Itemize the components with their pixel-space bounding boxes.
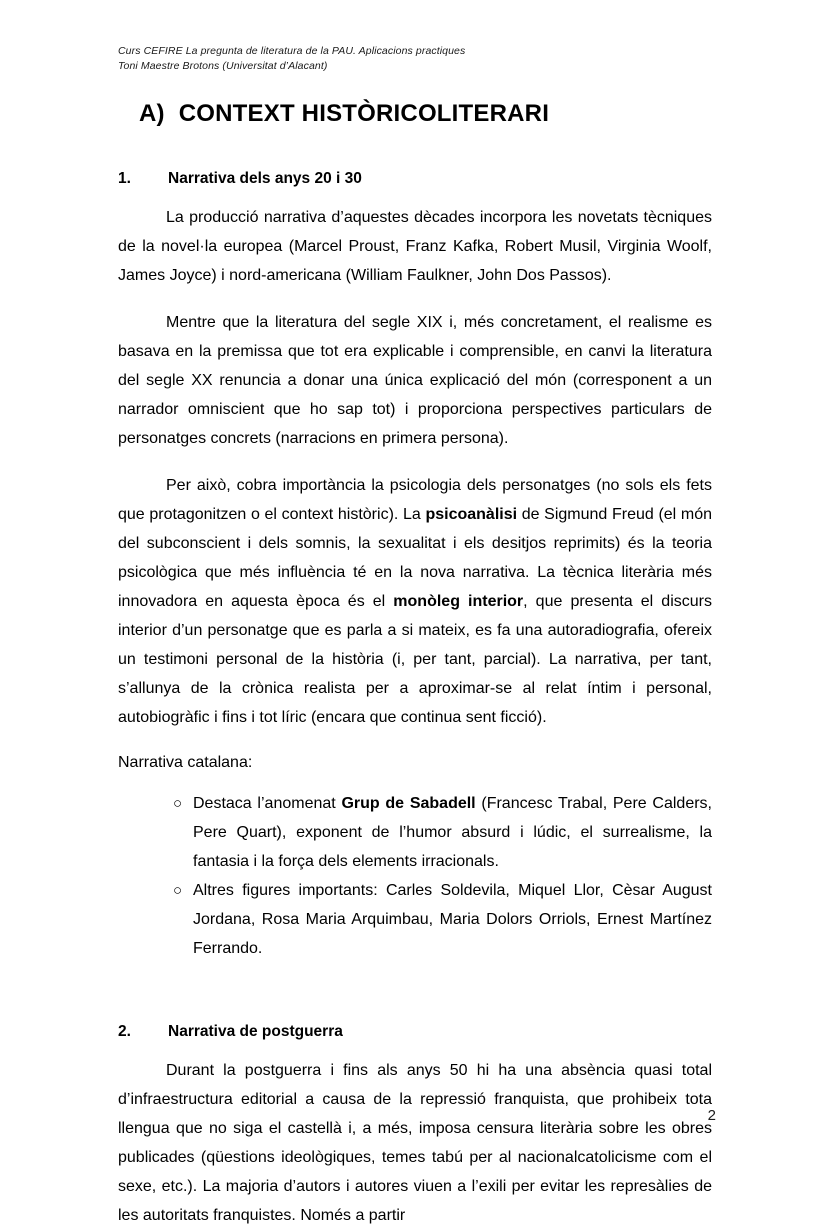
circle-hollow-marker-icon: ○	[173, 882, 183, 899]
paragraph-1-3-text-c: , que presenta el discurs interior d’un personatge que es parla a si mateix, es fa una autoradiografia, ofereix un testimoni personal de la història (i, per tant, parcial). La narrativa, per tant, s’allunya de la crònica realista per a aproximar-se al relat íntim i personal, autobiogràfic i fins i tot líric (encara que continua sent ficció).	[118, 593, 712, 726]
term-grup-de-sabadell: Grup de Sabadell	[341, 795, 476, 812]
paragraph-1-3-text-b: de Sigmund Freud (el món del subconscient i dels somnis, la sexualitat i els desitjos reprimits) és la teoria psicològica que més influència té en la nova narrativa. La tècnica literària més innovadora en aquesta època és el	[118, 506, 713, 610]
list-item	[173, 876, 712, 963]
section-number-2: 2.	[118, 1023, 131, 1040]
running-header-line-1: Curs CEFIRE La pregunta de literatura de la PAU. Aplicacions practiques	[118, 45, 466, 57]
paragraph-1-3	[118, 471, 712, 732]
narrativa-catalana-list	[118, 789, 712, 963]
list-item-text-b: (Francesc Trabal, Pere Calders, Pere Quart), exponent de l’humor absurd i lúdic, el surrealisme, la fantasia i la força dels elements irracionals.	[193, 795, 712, 870]
list-label-narrativa-catalana: Narrativa catalana:	[118, 754, 253, 771]
list-item-text-a: Altres figures importants: Carles Soldevila, Miquel Llor, Cèsar August Jordana, Rosa Maria Arquimbau, Maria Dolors Orriols, Ernest Martínez Ferrando.	[193, 882, 712, 957]
page-title	[139, 99, 759, 129]
section-number-1: 1.	[118, 170, 131, 187]
running-header	[118, 44, 718, 74]
circle-hollow-marker-icon: ○	[173, 795, 183, 812]
list-item-text-a: Destaca l’anomenat	[193, 795, 342, 812]
title-text: CONTEXT HISTÒRICOLITERARI	[178, 100, 550, 127]
running-header-line-2: Toni Maestre Brotons (Universitat d’Alacant)	[118, 60, 328, 72]
paragraph-1-1: La producció narrativa d’aquestes dècades incorpora les novetats tècniques de la novel·la europea (Marcel Proust, Franz Kafka, Robert Musil, Virginia Woolf, James Joyce) i nord-americana (William Faulkner, John Dos Passos).	[118, 209, 712, 284]
page-number: 2	[707, 1107, 716, 1124]
term-psicoanalisi: psicoanàlisi	[425, 506, 518, 523]
list-item	[173, 789, 712, 876]
paragraph-1-3-text-a: Per això, cobra importància la psicologia dels personatges (no sols els fets que protagonitzen o el context històric). La	[118, 477, 712, 523]
paragraph-1-2: Mentre que la literatura del segle XIX i, més concretament, el realisme es basava en la premissa que tot era explicable i comprensible, en canvi la literatura del segle XX renuncia a donar una única explicació del món (corresponent a un narrador omniscient que ho sap tot) i proporciona perspectives particulars de personatges concrets (narracions en primera persona).	[118, 314, 712, 447]
document-body	[118, 168, 712, 1230]
section-heading-1	[118, 168, 712, 190]
section-title-1: Narrativa dels anys 20 i 30	[168, 170, 362, 187]
section-title-2: Narrativa de postguerra	[168, 1023, 343, 1040]
paragraph-2-1: Durant la postguerra i fins als anys 50 hi ha una absència quasi total d’infraestructura editorial a causa de la repressió franquista, que prohibeix tota llengua que no siga el castellà i, a més, imposa censura literària sobre les obres publicades (qüestions ideològiques, temes tabú per al nacionalcatolicisme com el sexe, etc.). La majoria d’autors i autores viuen a l’exili per evitar les represàlies de les autoritats franquistes. Només a partir	[118, 1062, 712, 1224]
term-monoleg-interior: monòleg interior	[393, 593, 524, 610]
title-letter: A)	[139, 100, 165, 127]
section-heading-2	[118, 1021, 712, 1043]
document-title	[139, 99, 759, 129]
